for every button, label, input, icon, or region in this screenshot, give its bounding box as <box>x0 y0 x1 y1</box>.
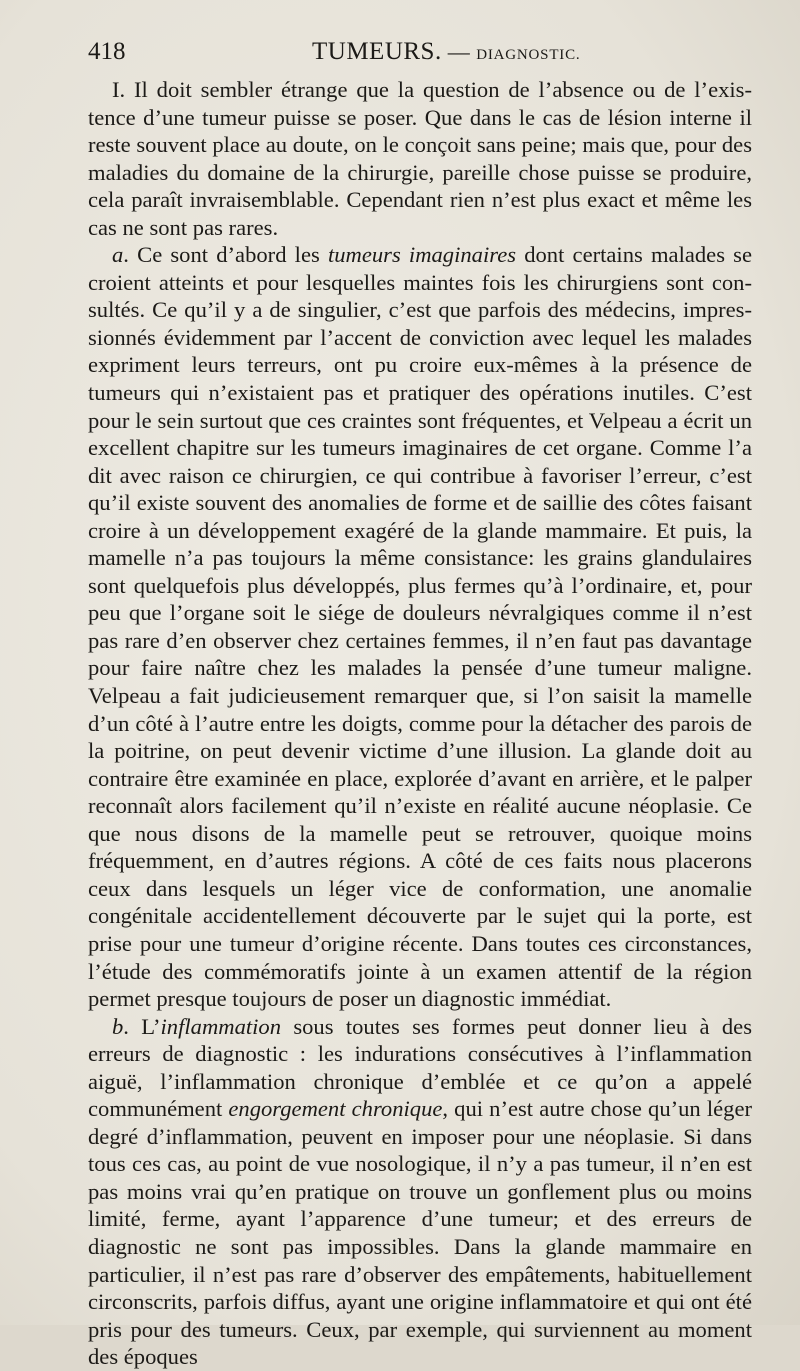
paragraph <box>88 241 752 1012</box>
page-number: 418 <box>88 38 126 65</box>
italic-text-run: tumeurs imaginaires <box>327 242 517 268</box>
text-run: . L’ <box>123 1013 161 1039</box>
running-title <box>312 38 580 66</box>
paragraph <box>88 76 752 241</box>
running-title-separator: — <box>447 39 471 64</box>
running-header <box>88 38 750 72</box>
paragraph <box>88 1013 752 1371</box>
italic-text-run: b <box>112 1013 124 1039</box>
text-run: . Ce sont d’abord les <box>123 242 328 268</box>
text-run: sous toutes ses formes peut donner lieu à des erreurs de diagnostic : les indurations consécutives à l’inflammation aiguë, l’inflammation chronique d’emblée et ce qu’on a appelé communément <box>88 1013 752 1122</box>
italic-text-run: inflammation <box>160 1013 282 1039</box>
italic-text-run: a <box>112 242 124 268</box>
text-run: dont certains malades se croient atteints et pour lesquelles maintes fois les chirurgiens sont consultés. Ce qu’il y a de singulier, c’est que parfois des médecins, impressionnés évidemment par l’accent de conviction avec lequel les malades expriment leurs terreurs, ont pu croire eux-mêmes à la présence de tumeurs qui n’existaient pas et pratiquer des opérations inutiles. C’est pour le sein surtout que ces craintes sont fréquentes, et Velpeau a écrit un excellent chapitre sur les tumeurs imaginaires de cet organe. Comme l’a dit avec raison ce chirurgien, ce qui contribue à favoriser l’erreur, c’est qu’il existe souvent des anomalies de forme et de saillie des côtes faisant croire à un développement exagéré de la glande mammaire. Et puis, la mamelle n’a pas toujours la même consistance: les grains glandulaires sont quelquefois plus développés, plus fermes qu’à l’ordinaire, et, pour peu que l’organe soit le siége de douleurs névralgiques comme il n’est pas rare d’en observer chez certaines femmes, il n’en faut pas davantage pour faire naître chez les malades la pensée d’une tumeur maligne. Velpeau a fait judicieusement remarquer que, si l’on saisit la mamelle d’un côté à l’autre entre les doigts, comme pour la détacher des parois de la poitrine, on peut devenir victime d’une illusion. La glande doit au contraire être examinée en place, explorée d’avant en arrière, et le palper reconnaît alors facilement qu’il n’existe en réalité aucune néoplasie. Ce que nous disons de la mamelle peut se retrouver, quoique moins fréquemment, en d’autres régions. A côté de ces faits nous placerons ceux dans lesquels un léger vice de conformation, une anomalie congénitale accidentellement découverte par le sujet qui la porte, est prise pour une tumeur d’origine récente. Dans toutes ces circonstances, l’étude des commémoratifs jointe à un examen attentif de la région permet presque toujours de poser un diagnostic immédiat. <box>88 242 752 1012</box>
body-text <box>88 76 752 1371</box>
running-title-main: TUMEURS. <box>312 38 442 65</box>
text-run: , qui n’est autre chose qu’un léger degré d’inflammation, peuvent en imposer pour une néoplasie. Si dans tous ces cas, au point de vue nosologique, il n’y a pas tumeur, il n’en est pas moins vrai qu’en pratique on trouve un gonflement plus ou moins limité, ferme, ayant l’apparence d’une tumeur; et des erreurs de diagnostic ne sont pas impossibles. Dans la glande mammaire en particulier, il n’est pas rare d’observer des empâtements, habituellement circonscrits, parfois diffus, ayant une origine inflammatoire et qui ont été pris pour des tumeurs. Ceux, par exemple, qui surviennent au moment des époques <box>88 1096 752 1370</box>
text-run: I. Il doit sembler étrange que la question de l’absence ou de l’existence d’une tumeur puisse se poser. Que dans le cas de lésion interne il reste souvent place au doute, on le conçoit sans peine; mais que, pour des maladies du domaine de la chirurgie, pareille chose puisse se produire, cela paraît invraisemblable. Cependant rien n’est plus exact et même les cas ne sont pas rares. <box>88 77 752 240</box>
italic-text-run: engorgement chronique <box>228 1096 443 1122</box>
running-title-subtitle: DIAGNOSTIC. <box>476 47 581 63</box>
